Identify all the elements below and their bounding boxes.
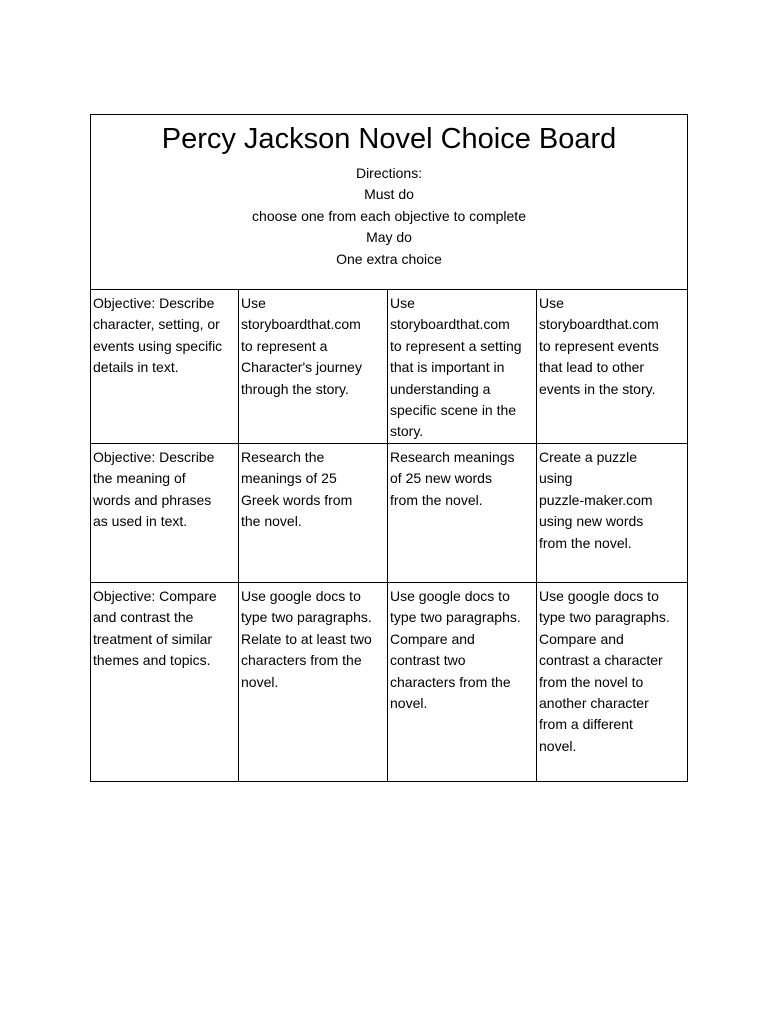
table-row <box>91 583 688 782</box>
choice-cell <box>239 583 388 782</box>
must-do-label: Must do <box>364 186 414 203</box>
objective-text: Objective: Describe the meaning of words and phrases as used in text. <box>93 449 215 530</box>
choice-text: Research the meanings of 25 Greek words from the novel. <box>241 449 353 530</box>
objective-cell <box>91 290 239 444</box>
choice-text: Create a puzzle using puzzle-maker.com using new words from the novel. <box>539 449 653 551</box>
choice-text: Use google docs to type two paragraphs. Relate to at least two characters from the novel. <box>241 588 372 690</box>
choice-cell <box>388 444 537 583</box>
may-do-label: May do <box>366 229 412 246</box>
objective-cell <box>91 583 239 782</box>
choice-cell <box>388 583 537 782</box>
choice-board-table <box>90 114 688 782</box>
table-row <box>91 290 688 444</box>
choice-cell <box>239 444 388 583</box>
choice-text: Use google docs to type two paragraphs. Compare and contrast a character from the novel to another character from a different novel. <box>539 588 670 754</box>
objective-text: Objective: Describe character, setting, or events using specific details in text. <box>93 295 223 376</box>
table-row <box>91 444 688 583</box>
choice-text: Research meanings of 25 new words from the novel. <box>390 449 515 508</box>
objective-cell <box>91 444 239 583</box>
choice-cell <box>388 290 537 444</box>
choice-cell <box>537 583 688 782</box>
choice-cell <box>537 290 688 444</box>
choice-text: Use google docs to type two paragraphs. Compare and contrast two characters from the novel. <box>390 588 521 712</box>
choice-cell <box>239 290 388 444</box>
choice-text: Use storyboardthat.com to represent events that lead to other events in the story. <box>539 295 659 397</box>
directions-heading: Directions: <box>355 165 423 181</box>
must-do-instruction: choose one from each objective to complete <box>252 207 526 224</box>
choice-text: Use storyboardthat.com to represent a setting that is important in understanding a specific scene in the story. <box>390 295 522 440</box>
choice-cell <box>537 444 688 583</box>
header-cell <box>91 115 688 290</box>
board-title: Percy Jackson Novel Choice Board <box>161 123 617 155</box>
header-row <box>91 115 688 290</box>
may-do-instruction: One extra choice <box>336 250 442 267</box>
objective-text: Objective: Compare and contrast the treatment of similar themes and topics. <box>93 588 217 669</box>
choice-text: Use storyboardthat.com to represent a Character's journey through the story. <box>241 295 362 397</box>
